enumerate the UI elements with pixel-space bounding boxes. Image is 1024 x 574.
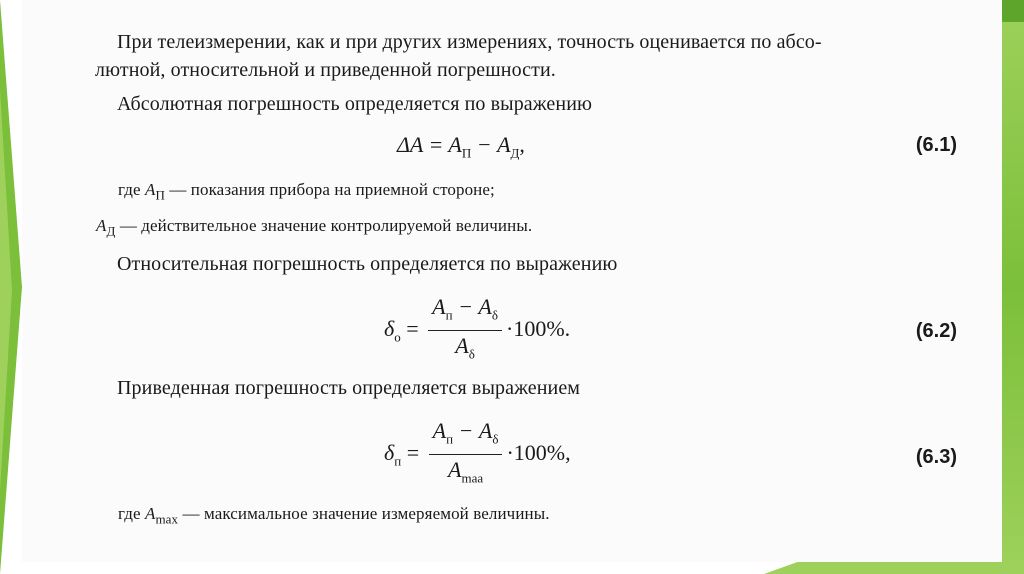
where-word: где — [118, 180, 141, 199]
eq3-numerator — [429, 416, 503, 455]
eq3-denominator — [429, 455, 503, 493]
equation-6-2 — [384, 292, 570, 370]
eq3-num-a: A — [432, 418, 447, 443]
eq2-lhs: δ — [384, 315, 395, 341]
equation-6-1 — [397, 132, 525, 161]
intro-line-1: При телеизмерении, как и при других измерениях, точность оценивается по абсо- — [117, 31, 822, 53]
document-page — [22, 0, 1002, 562]
where-word: где — [118, 504, 141, 523]
equation-number-6-1: (6.1) — [915, 134, 957, 156]
eq1-mid: − A — [471, 132, 511, 157]
eq2-den-a: A — [455, 333, 469, 359]
eq3-tail: ·100%, — [506, 439, 571, 465]
eq2-lhs-sub: о — [394, 329, 401, 345]
eq3-den-sub: maa — [461, 470, 484, 486]
symbol-a: A — [144, 504, 156, 523]
eq2-eq: = — [400, 315, 425, 341]
abs-intro: Абсолютная погрешность определяется по выражению — [117, 93, 593, 115]
equation-number-6-2: (6.2) — [915, 320, 957, 342]
eq1-sub1: П — [461, 145, 472, 161]
eq2-denominator — [428, 331, 502, 369]
where-amax-line — [118, 500, 962, 533]
eq3-num-mid: − A — [453, 418, 493, 443]
symbol-sub-d: Д — [106, 223, 116, 239]
where-ad-text: — действительное значение контролируемой величины. — [119, 216, 533, 235]
eq2-numerator — [428, 292, 502, 331]
symbol-a: A — [96, 216, 107, 235]
symbol-sub-max: max — [155, 511, 179, 527]
equation-number-6-3: (6.3) — [915, 446, 957, 468]
where-ad-line — [96, 212, 962, 245]
left-light-triangle — [0, 90, 12, 490]
eq1-tail: , — [519, 132, 525, 157]
intro-paragraph — [95, 28, 962, 84]
eq1-lhs: ΔA = A — [397, 132, 462, 157]
eq2-tail: ·100%. — [506, 315, 571, 341]
eq3-fraction — [429, 416, 503, 494]
eq3-num-sub1: п — [446, 431, 454, 447]
eq3-den-a: A — [448, 457, 462, 483]
where-an-line — [118, 176, 962, 209]
symbol-a: A — [144, 180, 156, 199]
eq2-den-sub: δ — [468, 346, 475, 362]
eq2-num-a: A — [432, 294, 446, 319]
red-intro: Приведенная погрешность определяется выражением — [117, 377, 581, 399]
right-green-strip — [1000, 0, 1024, 574]
rel-intro: Относительная погрешность определяется по выражению — [117, 253, 618, 275]
eq3-eq: = — [401, 439, 425, 465]
eq2-num-sub2: δ — [491, 307, 499, 323]
where-an-text: — показания прибора на приемной стороне; — [169, 180, 495, 199]
eq1-sub2: Д — [510, 145, 520, 161]
eq3-num-sub2: δ — [492, 431, 499, 447]
symbol-sub-p: П — [155, 187, 165, 203]
equation-6-3 — [384, 416, 571, 494]
eq2-num-sub1: п — [445, 307, 453, 323]
intro-line-2: лютной, относительной и приведенной погрешности. — [95, 59, 556, 81]
bottom-right-green-band — [764, 560, 1024, 574]
eq3-lhs: δ — [384, 439, 395, 465]
eq2-num-mid: − A — [452, 294, 492, 319]
eq3-lhs-sub: п — [394, 453, 402, 469]
where-amax-text: — максимальное значение измеряемой величины. — [182, 504, 550, 523]
eq2-fraction — [428, 292, 502, 370]
